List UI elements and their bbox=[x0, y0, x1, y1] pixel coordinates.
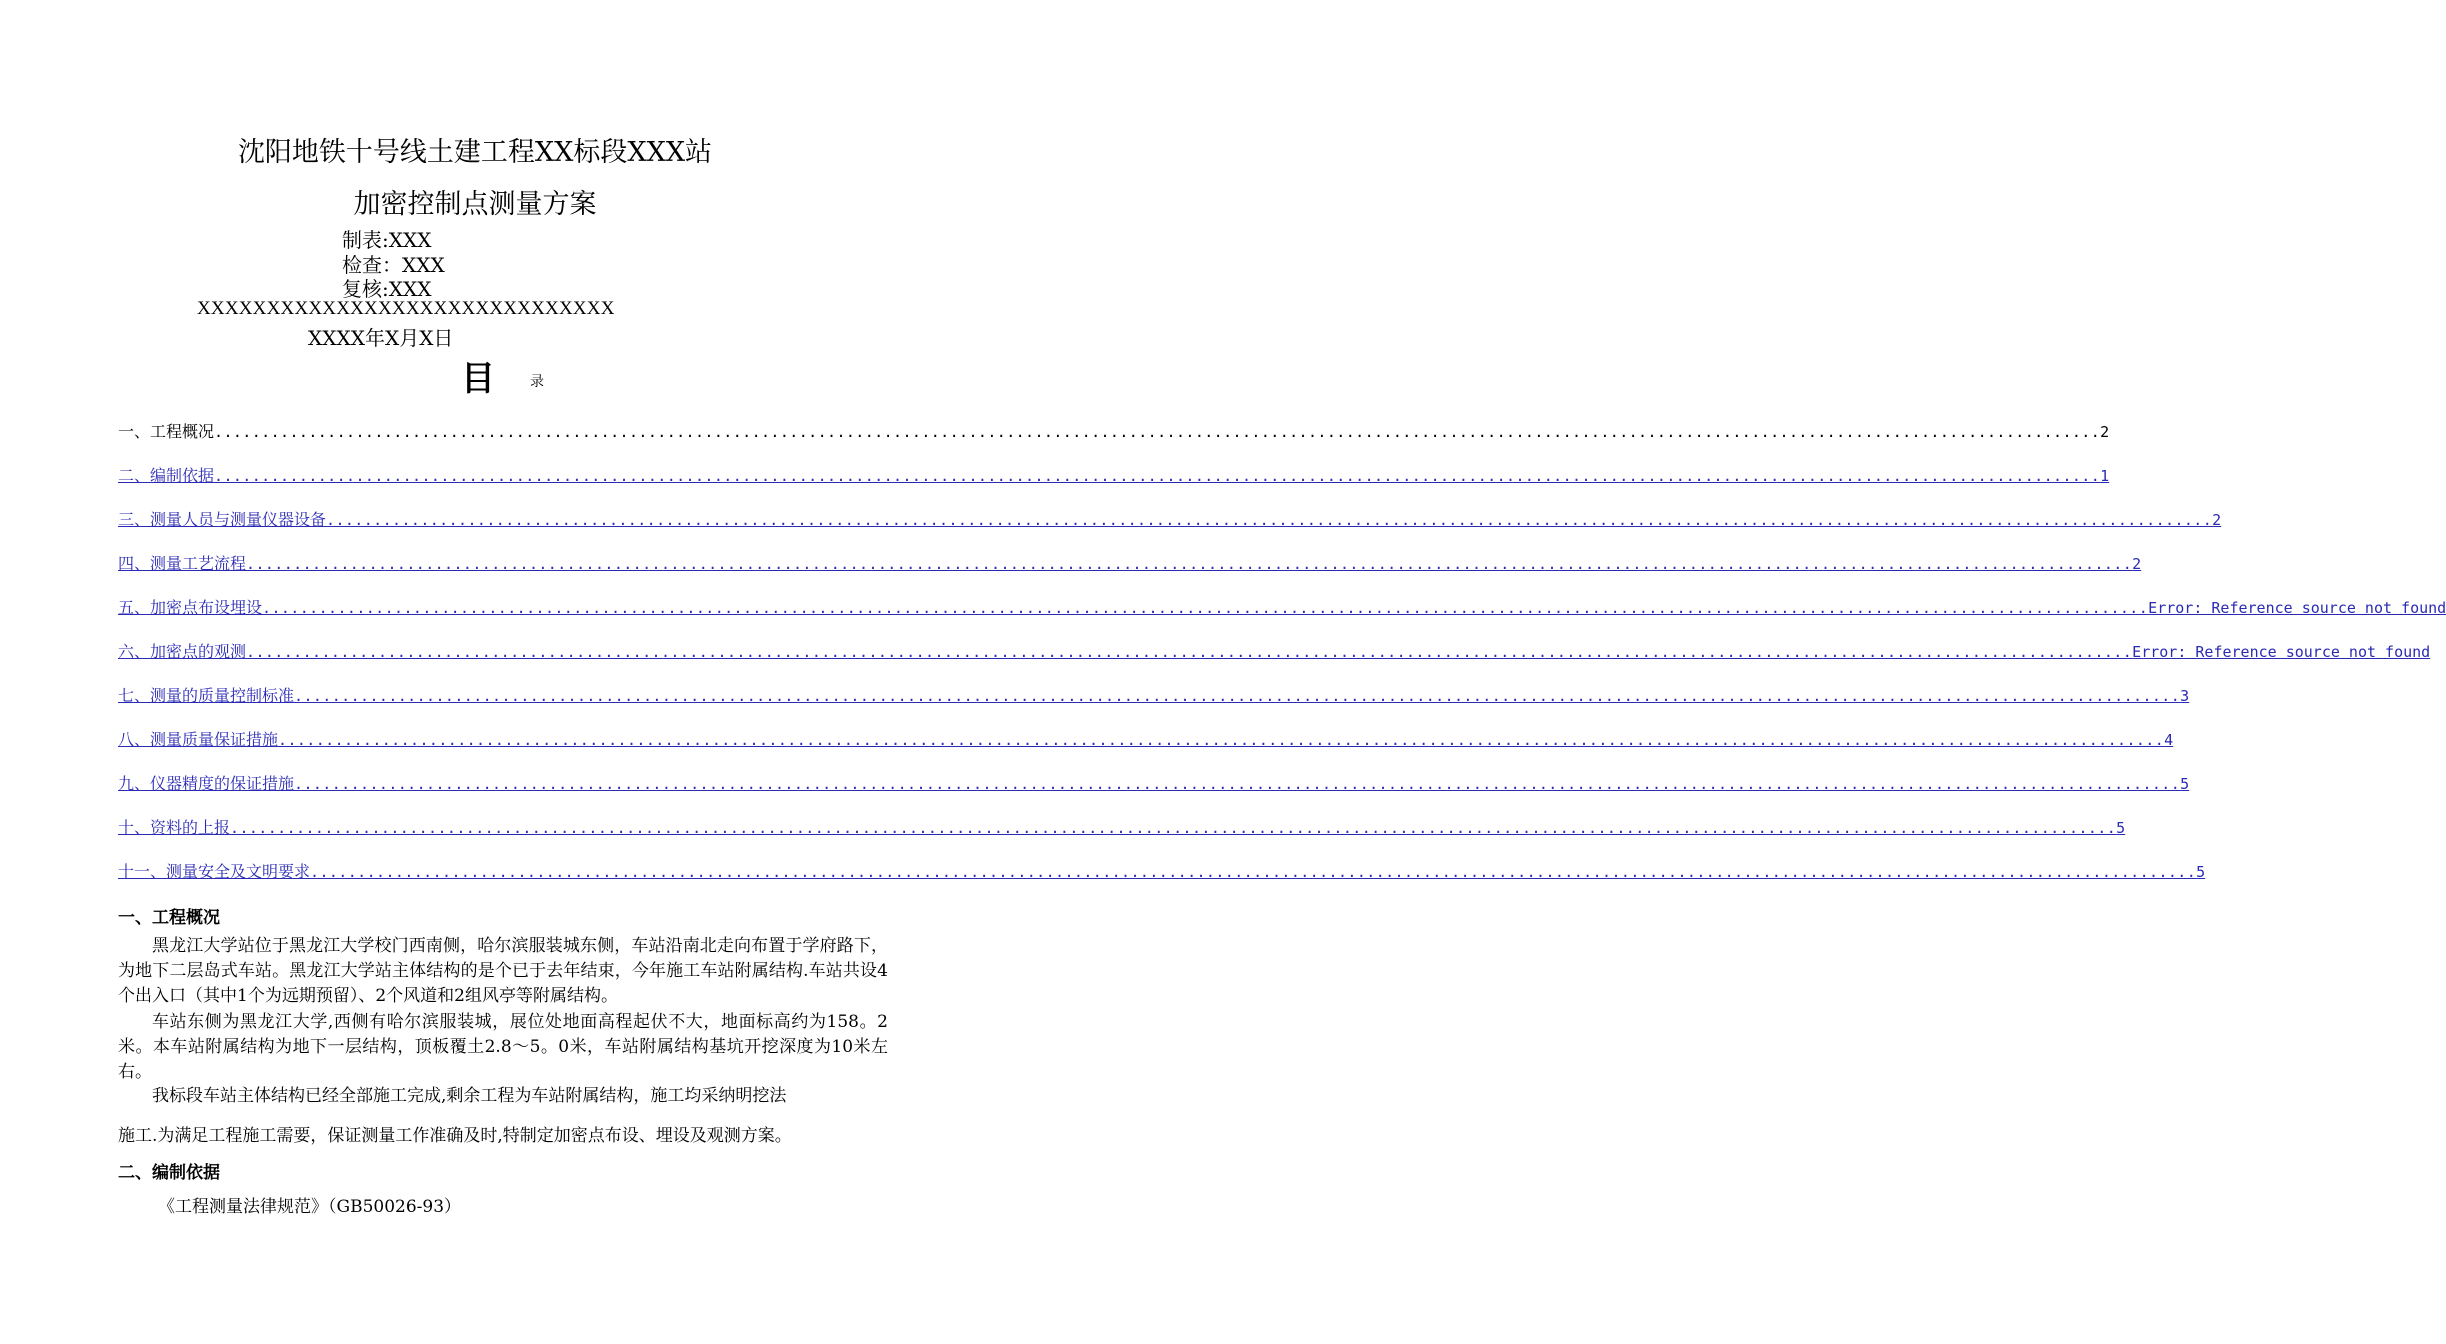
prepared-by: 制表:XXX bbox=[342, 228, 432, 252]
toc-entry-label: 八、测量质量保证措施 bbox=[118, 730, 279, 749]
toc-entry bbox=[118, 419, 2110, 441]
section-2-heading: 二、编制依据 bbox=[118, 1163, 220, 1183]
toc-entry-page: 2 bbox=[2212, 511, 2222, 529]
toc-entry-label: 五、加密点布设埋设 bbox=[118, 598, 263, 617]
toc-entry-label: 七、测量的质量控制标准 bbox=[118, 686, 295, 705]
toc-heading-main: 目 bbox=[461, 359, 495, 399]
toc-entry-label: 六、加密点的观测 bbox=[118, 642, 247, 661]
toc-entry[interactable] bbox=[118, 463, 2110, 485]
toc-entry-page: 5 bbox=[2180, 775, 2190, 793]
organization-name: XXXXXXXXXXXXXXXXXXXXXXXXXXXXXX bbox=[197, 298, 615, 319]
toc-entry-page: 2 bbox=[2132, 555, 2142, 573]
toc-leader-dots: ........................................................................................................................................................................................................ bbox=[246, 555, 2133, 573]
toc-entry[interactable] bbox=[118, 551, 2142, 573]
toc-entry-page: Error: Reference source not found bbox=[2132, 643, 2431, 661]
toc-leader-dots: ........................................................................................................................................................................................................ bbox=[310, 863, 2197, 881]
toc-entry[interactable] bbox=[118, 639, 2431, 661]
toc-entry-page: 4 bbox=[2164, 731, 2174, 749]
section-1-paragraph-1: 黑龙江大学站位于黑龙江大学校门西南侧，哈尔滨服装城东侧，车站沿南北走向布置于学府路下，为地下二层岛式车站。黑龙江大学站主体结构的是个已于去年结束，今年施工车站附属结构.车站共设4个出入口（其中1个为远期预留）、2个风道和2组风亭等附属结构。 bbox=[118, 936, 888, 1006]
toc-entry-label: 十一、测量安全及文明要求 bbox=[118, 862, 311, 881]
toc-leader-dots: ........................................................................................................................................................................................................ bbox=[246, 643, 2133, 661]
toc-leader-dots: ........................................................................................................................................................................................................ bbox=[278, 731, 2165, 749]
section-1-paragraph-4: 施工.为满足工程施工需要，保证测量工作准确及时,特制定加密点布设、埋设及观测方案。 bbox=[118, 1126, 792, 1146]
document-subtitle: 加密控制点测量方案 bbox=[353, 189, 597, 220]
toc-leader-dots: ........................................................................................................................................................................................................ bbox=[214, 467, 2101, 485]
document-title: 沈阳地铁十号线土建工程XX标段XXX站 bbox=[237, 137, 713, 168]
toc-leader-dots: ........................................................................................................................................................................................................ bbox=[294, 775, 2181, 793]
section-1-paragraph-2: 车站东侧为黑龙江大学,西侧有哈尔滨服装城，展位处地面高程起伏不大，地面标高约为158。2米。本车站附属结构为地下一层结构，顶板覆土2.8～5。0米，车站附属结构基坑开挖深度为10米左右。 bbox=[118, 1012, 888, 1082]
toc-entry[interactable] bbox=[118, 595, 2446, 617]
toc-entry[interactable] bbox=[118, 771, 2190, 793]
toc-leader-dots: ........................................................................................................................................................................................................ bbox=[214, 423, 2101, 441]
toc-entry-page: Error: Reference source not found bbox=[2148, 599, 2446, 617]
reference-item: 《工程测量法律规范》（GB50026-93） bbox=[158, 1197, 462, 1217]
toc-entry-label: 三、测量人员与测量仪器设备 bbox=[118, 510, 327, 529]
section-1-heading: 一、工程概况 bbox=[118, 908, 220, 928]
toc-entry-label: 十、资料的上报 bbox=[118, 818, 231, 837]
toc-entry[interactable] bbox=[118, 815, 2126, 837]
toc-leader-dots: ........................................................................................................................................................................................................ bbox=[262, 599, 2149, 617]
toc-entry-page: 3 bbox=[2180, 687, 2190, 705]
toc-entry[interactable] bbox=[118, 507, 2222, 529]
document-date: XXXX年X月X日 bbox=[308, 326, 454, 350]
toc-entry-label: 二、编制依据 bbox=[118, 466, 215, 485]
toc-leader-dots: ........................................................................................................................................................................................................ bbox=[326, 511, 2213, 529]
toc-entry-page: 2 bbox=[2100, 423, 2110, 441]
toc-entry[interactable] bbox=[118, 727, 2174, 749]
toc-entry-page: 5 bbox=[2116, 819, 2126, 837]
section-1-paragraph-3: 我标段车站主体结构已经全部施工完成,剩余工程为车站附属结构，施工均采纳明挖法 bbox=[152, 1086, 787, 1106]
toc-entry-label: 一、工程概况 bbox=[118, 422, 215, 441]
toc-heading-sub: 录 bbox=[530, 374, 544, 390]
reviewed-by: 复核:XXX bbox=[342, 277, 432, 301]
toc-entry-label: 四、测量工艺流程 bbox=[118, 554, 247, 573]
toc-entry-label: 九、仪器精度的保证措施 bbox=[118, 774, 295, 793]
checked-by: 检查：XXX bbox=[342, 253, 445, 277]
toc-entry[interactable] bbox=[118, 683, 2190, 705]
toc-entry-page: 5 bbox=[2196, 863, 2206, 881]
toc-entry-page: 1 bbox=[2100, 467, 2110, 485]
toc-leader-dots: ........................................................................................................................................................................................................ bbox=[294, 687, 2181, 705]
toc-leader-dots: ........................................................................................................................................................................................................ bbox=[230, 819, 2117, 837]
toc-entry[interactable] bbox=[118, 859, 2206, 881]
